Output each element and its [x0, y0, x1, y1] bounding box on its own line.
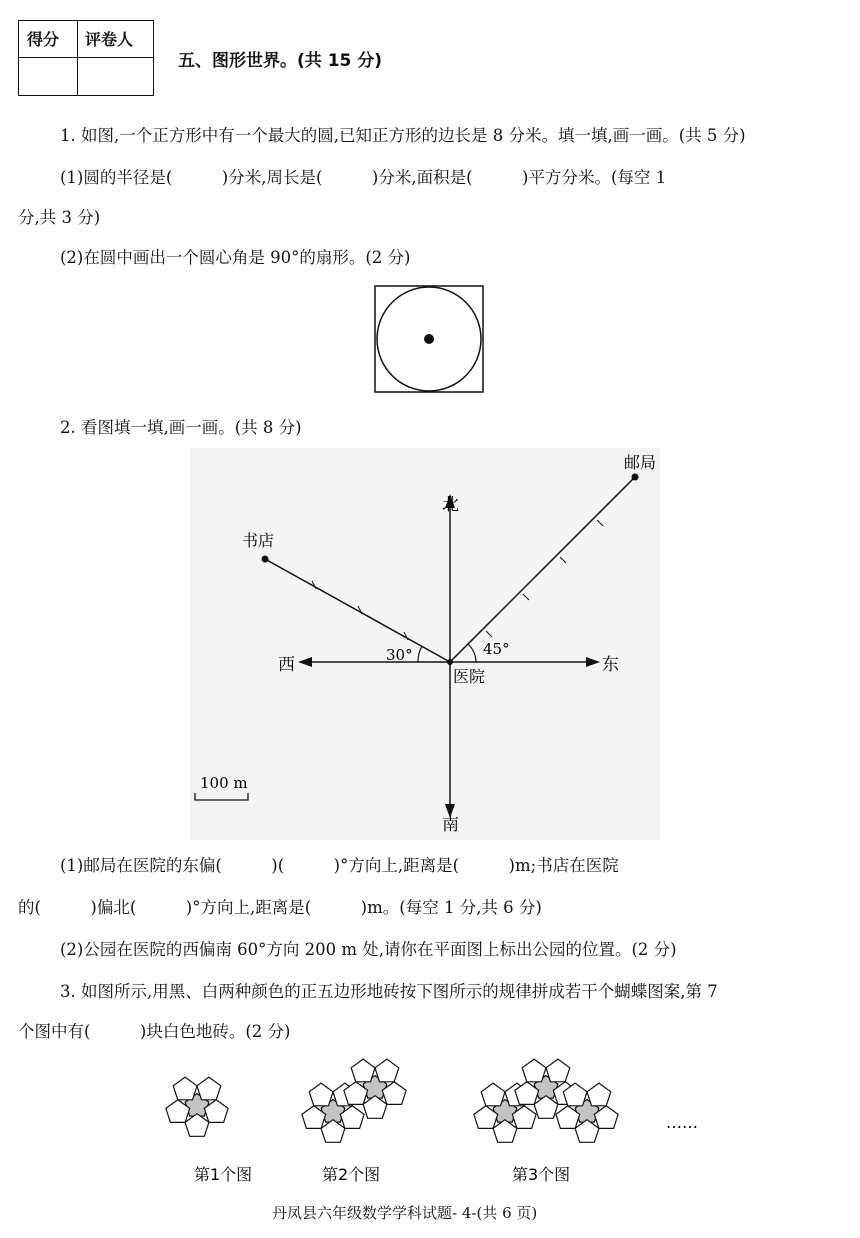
figure-1-label: 第1个图 [194, 1165, 253, 1184]
white-pentagon-tile [309, 1083, 333, 1106]
q1-part2: (2)在圆中画出一个圆心角是 90°的扇形。(2 分) [60, 248, 411, 267]
white-pentagon-tile [575, 1120, 599, 1143]
figure-2-label: 第2个图 [322, 1165, 381, 1184]
map-background [190, 448, 660, 840]
butterfly-tiles-figure [150, 1058, 710, 1188]
hospital-dot [447, 659, 453, 665]
q2-part2: (2)公园在医院的西偏南 60°方向 200 m 处,请你在平面图上标出公园的位置。(2 分) [60, 940, 677, 959]
q1-part1-line1: (1)圆的半径是( )分米,周长是( )分米,面积是( )平方分米。(每空 1 [60, 168, 667, 187]
white-pentagon-tile [375, 1059, 399, 1082]
bookstore-dot [262, 556, 269, 563]
q1-stem: 1. 如图,一个正方形中有一个最大的圆,已知正方形的边长是 8 分米。填一填,画一画。(共 5 分) [60, 126, 746, 145]
circle-center-dot [424, 334, 434, 344]
label-angle-45: 45° [483, 640, 510, 658]
label-post-office: 邮局 [624, 453, 657, 472]
q2-part1-line1: (1)邮局在医院的东偏( )( )°方向上,距离是( )m;书店在医院 [60, 856, 619, 875]
direction-map [190, 448, 660, 840]
q2-part1-line2: 的( )偏北( )°方向上,距离是( )m。(每空 1 分,共 6 分) [18, 898, 542, 917]
grader-header: 评卷人 [85, 30, 134, 49]
label-angle-30: 30° [386, 646, 413, 664]
score-header: 得分 [27, 30, 60, 49]
post-office-dot [632, 474, 639, 481]
white-pentagon-tile [173, 1077, 197, 1100]
label-hospital: 医院 [453, 667, 486, 686]
q1-part1-line2: 分,共 3 分) [18, 208, 101, 227]
ellipsis: …… [666, 1113, 698, 1132]
label-west: 西 [278, 655, 295, 675]
section-title: 五、图形世界。(共 15 分) [178, 51, 383, 71]
white-pentagon-tile [546, 1059, 570, 1082]
square-circle-figure [372, 284, 486, 394]
white-pentagon-tile [493, 1120, 517, 1143]
white-pentagon-tile [481, 1083, 505, 1106]
figure-3-label: 第3个图 [512, 1165, 571, 1184]
label-bookstore: 书店 [242, 531, 275, 550]
scale-label: 100 m [200, 774, 248, 792]
white-pentagon-tile [351, 1059, 375, 1082]
white-pentagon-tile [522, 1059, 546, 1082]
white-pentagon-tile [534, 1096, 558, 1119]
score-table [18, 20, 154, 96]
white-pentagon-tile [197, 1077, 221, 1100]
page-footer: 丹凤县六年级数学学科试题- 4-(共 6 页) [272, 1204, 538, 1222]
label-north: 北 [442, 495, 459, 515]
q3-stem-line2: 个图中有( )块白色地砖。(2 分) [18, 1022, 291, 1041]
white-pentagon-tile [321, 1120, 345, 1143]
white-pentagon-tile [185, 1114, 209, 1137]
label-east: 东 [602, 655, 619, 675]
q3-stem-line1: 3. 如图所示,用黑、白两种颜色的正五边形地砖按下图所示的规律拼成若干个蝴蝶图案,第 7 [60, 982, 718, 1001]
white-pentagon-tile [587, 1083, 611, 1106]
q2-stem: 2. 看图填一填,画一画。(共 8 分) [60, 418, 302, 437]
label-south: 南 [442, 815, 459, 835]
white-pentagon-tile [363, 1096, 387, 1119]
